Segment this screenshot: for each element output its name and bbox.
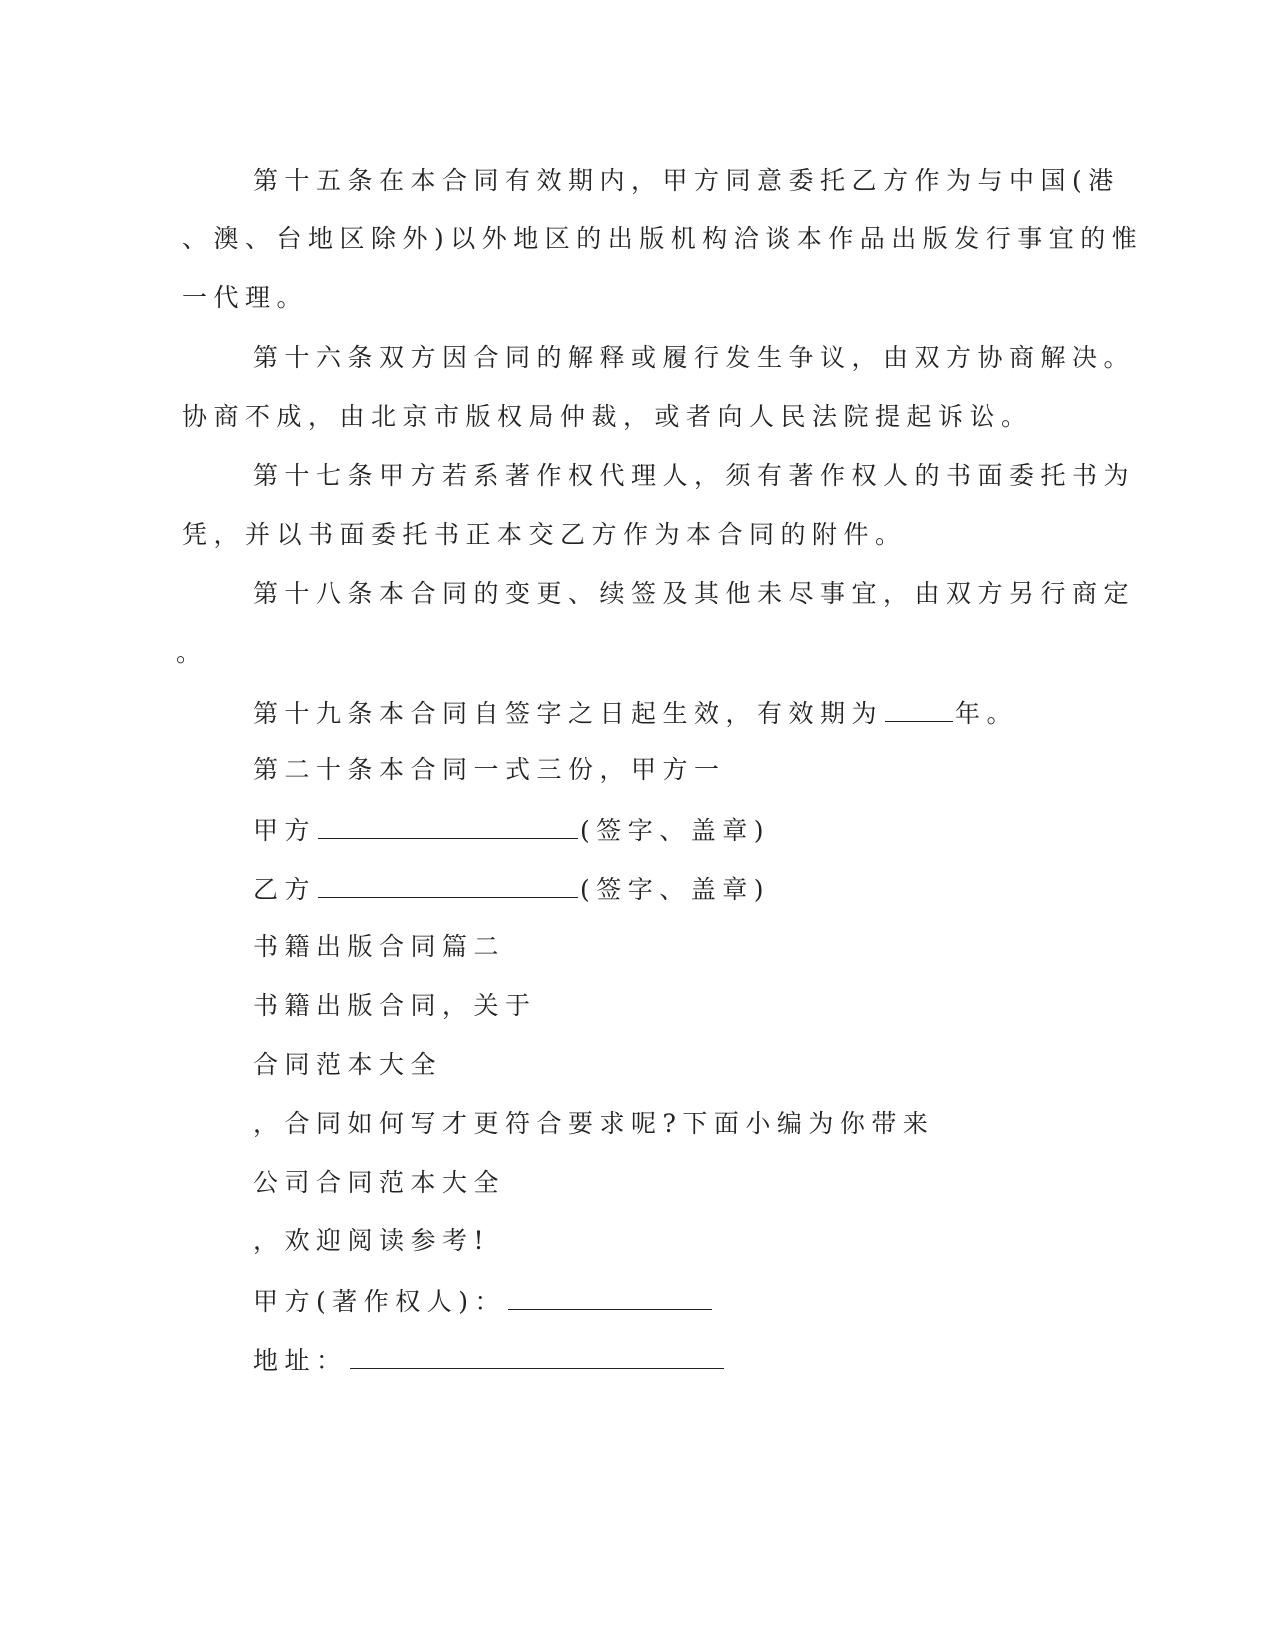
- party-a-author-field: [253, 1283, 714, 1319]
- intro-line-4: 公司合同范本大全: [253, 1168, 506, 1197]
- clause-15-line-3: 一代理。: [182, 283, 309, 312]
- party-b-signature-line: [253, 871, 770, 907]
- party-b-label: 乙方: [253, 875, 317, 904]
- party-a-label: 甲方: [253, 816, 317, 845]
- term-years-blank[interactable]: [885, 695, 953, 722]
- address-blank[interactable]: [350, 1342, 724, 1369]
- clause-15-line-1: 第十五条在本合同有效期内，甲方同意委托乙方作为与中国(港: [253, 166, 1120, 195]
- party-b-sign-note: (签字、盖章): [580, 875, 771, 904]
- party-a-signature-blank[interactable]: [318, 812, 578, 839]
- clause-17-line-2: 凭，并以书面委托书正本交乙方作为本合同的附件。: [182, 520, 907, 549]
- clause-15-line-2: 、澳、台地区除外)以外地区的出版机构洽谈本作品出版发行事宜的惟: [182, 224, 1144, 253]
- party-a-author-label: 甲方(著作权人)：: [253, 1287, 507, 1316]
- intro-line-1: 书籍出版合同，关于: [253, 991, 537, 1020]
- clause-19-suffix: 年。: [955, 699, 1019, 728]
- clause-18-line-1: 第十八条本合同的变更、续签及其他未尽事宜，由双方另行商定: [253, 579, 1136, 608]
- clause-19: [253, 695, 1018, 731]
- party-b-signature-blank[interactable]: [318, 871, 578, 898]
- clause-16-line-1: 第十六条双方因合同的解释或履行发生争议，由双方协商解决。: [253, 343, 1136, 372]
- clause-17-line-1: 第十七条甲方若系著作权代理人，须有著作权人的书面委托书为: [253, 461, 1136, 490]
- section-2-title: 书籍出版合同篇二: [253, 932, 506, 961]
- address-label: 地址：: [253, 1346, 348, 1375]
- intro-line-2: 合同范本大全: [253, 1050, 443, 1079]
- party-a-author-blank[interactable]: [508, 1283, 712, 1310]
- party-a-sign-note: (签字、盖章): [580, 816, 771, 845]
- clause-20: 第二十条本合同一式三份，甲方一: [253, 755, 726, 784]
- clause-18-line-2: 。: [176, 638, 208, 667]
- clause-16-line-2: 协商不成，由北京市版权局仲裁，或者向人民法院提起诉讼。: [182, 402, 1033, 431]
- intro-line-5: ，欢迎阅读参考!: [253, 1226, 491, 1255]
- intro-line-3: ，合同如何写才更符合要求呢?下面小编为你带来: [253, 1109, 935, 1138]
- address-field: [253, 1342, 726, 1378]
- clause-19-text: 第十九条本合同自签字之日起生效，有效期为: [253, 699, 884, 728]
- party-a-signature-line: [253, 812, 770, 848]
